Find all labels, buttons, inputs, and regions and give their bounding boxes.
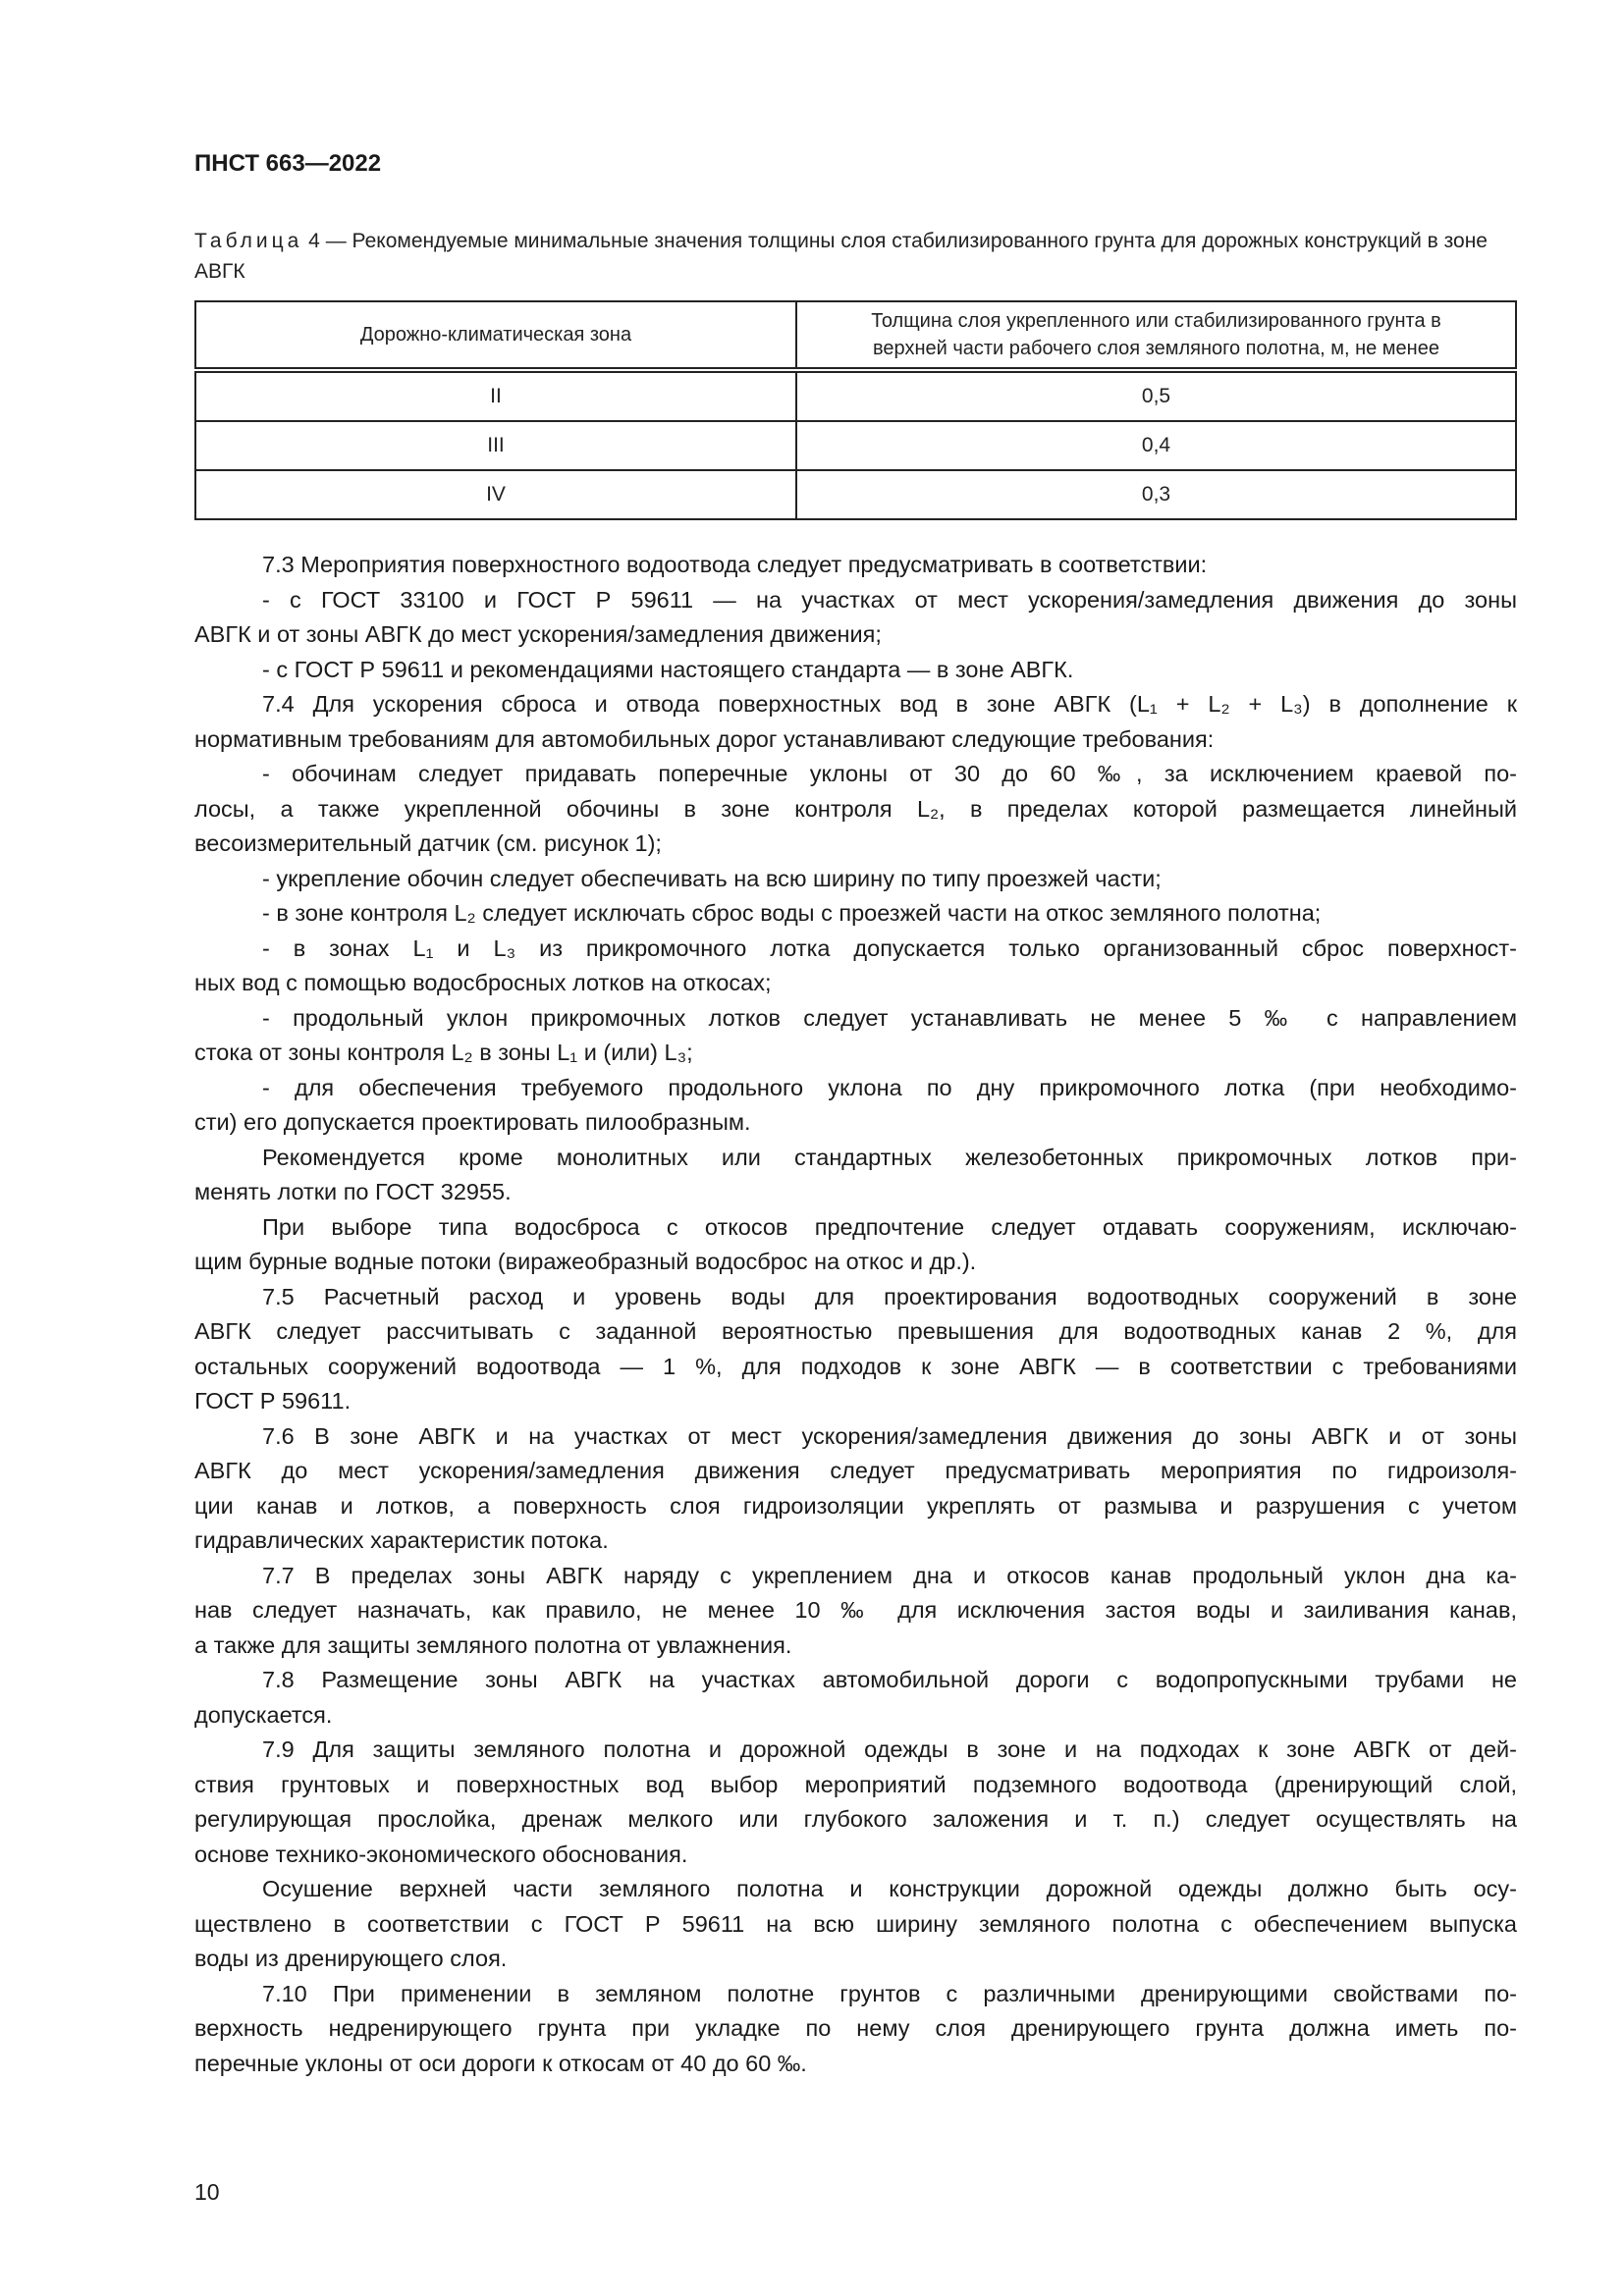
- table-header-thickness: Толщина слоя укрепленного или стабилизированного грунта в верхней части рабочего слоя земляного полотна, м, не менее: [796, 301, 1516, 370]
- paragraph: [194, 1419, 1517, 1559]
- paragraph-line: нав следует назначать, как правило, не менее 10 ‰ для исключения застоя воды и заиливания канав,: [194, 1597, 1517, 1623]
- paragraph: [194, 862, 1517, 897]
- paragraph: [194, 1663, 1517, 1733]
- paragraph-line: ществлено в соответствии с ГОСТ Р 59611 на всю ширину земляного полотна с обеспечением выпуска: [194, 1910, 1517, 1937]
- paragraph-line: 7.7 В пределах зоны АВГК наряду с укреплением дна и откосов канав продольный уклон дна ка-: [262, 1562, 1517, 1588]
- table-cell-thickness: 0,4: [796, 421, 1516, 470]
- page-number: 10: [194, 2179, 220, 2205]
- paragraph-line: щим бурные водные потоки (виражеобразный водосброс на откос и др.).: [194, 1249, 977, 1274]
- table-cell-thickness: 0,5: [796, 370, 1516, 421]
- paragraph-line: нормативным требованиям для автомобильных дорог устанавливают следующие требования:: [194, 725, 1215, 752]
- paragraph: [194, 1872, 1517, 1977]
- paragraph-line: весоизмерительный датчик (см. рисунок 1);: [194, 830, 662, 856]
- paragraph-line: АВГК до мест ускорения/замедления движения следует предусматривать мероприятия по гидроизоля-: [194, 1458, 1517, 1483]
- paragraph-line: сти) его допускается проектировать пилообразным.: [194, 1109, 751, 1135]
- paragraph-line: - в зоне контроля L₂ следует исключать сброс воды с проезжей части на откос земляного полотна;: [262, 900, 1322, 926]
- paragraph: [194, 1559, 1517, 1664]
- table-cell-thickness: 0,3: [796, 470, 1516, 519]
- paragraph-line: - обочинам следует придавать поперечные уклоны от 30 до 60 ‰, за исключением краевой по-: [262, 761, 1517, 786]
- table-cell-zone: III: [195, 421, 796, 470]
- table-caption-text: 4 — Рекомендуемые минимальные значения толщины слоя стабилизированного грунта для дорожных конструкций в зоне АВГК: [194, 230, 1488, 283]
- paragraph-line: воды из дренирующего слоя.: [194, 1946, 508, 1971]
- table-caption: [194, 226, 1517, 287]
- paragraph-line: лосы, а также укрепленной обочины в зоне контроля L₂, в пределах которой размещается линейный: [194, 795, 1517, 822]
- paragraph-line: ГОСТ Р 59611.: [194, 1388, 352, 1414]
- paragraph-line: При выборе типа водосброса с откосов предпочтение следует отдавать сооружениям, исключаю-: [262, 1213, 1517, 1240]
- table-row: [195, 370, 1516, 421]
- paragraph: [194, 653, 1517, 688]
- paragraph: [194, 1210, 1517, 1280]
- paragraph-line: - укрепление обочин следует обеспечивать на всю ширину по типу проезжей части;: [262, 865, 1162, 891]
- paragraph: [194, 1001, 1517, 1071]
- paragraph: [194, 1141, 1517, 1210]
- paragraph-line: ции канав и лотков, а поверхность слоя гидроизоляции укреплять от размыва и разрушения с учетом: [194, 1492, 1517, 1519]
- body-text: [194, 548, 1517, 2081]
- paragraph-line: а также для защиты земляного полотна от увлажнения.: [194, 1631, 792, 1658]
- paragraph-line: 7.3 Мероприятия поверхностного водоотвода следует предусматривать в соответствии:: [262, 552, 1208, 577]
- paragraph-line: - с ГОСТ Р 59611 и рекомендациями настоящего стандарта — в зоне АВГК.: [262, 656, 1074, 682]
- paragraph-line: 7.9 Для защиты земляного полотна и дорожной одежды в зоне и на подходах к зоне АВГК от дей-: [262, 1736, 1517, 1762]
- paragraph-line: ных вод с помощью водосбросных лотков на откосах;: [194, 970, 772, 995]
- table-caption-label: Таблица: [194, 230, 303, 252]
- paragraph-line: 7.10 При применении в земляном полотне грунтов с различными дренирующими свойствами по-: [262, 1980, 1517, 2006]
- paragraph-line: - в зонах L₁ и L₃ из прикромочного лотка допускается только организованный сброс поверхност-: [262, 934, 1517, 961]
- paragraph: [194, 757, 1517, 862]
- paragraph-line: ствия грунтовых и поверхностных вод выбор мероприятий подземного водоотвода (дренирующий слой,: [194, 1771, 1517, 1797]
- paragraph: [194, 1280, 1517, 1419]
- paragraph: [194, 548, 1517, 583]
- paragraph: [194, 896, 1517, 932]
- paragraph-line: - с ГОСТ 33100 и ГОСТ Р 59611 — на участках от мест ускорения/замедления движения до зоны: [262, 586, 1517, 613]
- table-cell-zone: II: [195, 370, 796, 421]
- paragraph: [194, 1071, 1517, 1141]
- paragraph-line: остальных сооружений водоотвода — 1 %, для подходов к зоне АВГК — в соответствии с требованиями: [194, 1353, 1517, 1379]
- paragraph: [194, 1977, 1517, 2082]
- paragraph: [194, 687, 1517, 757]
- paragraph: [194, 583, 1517, 653]
- paragraph-line: перечные уклоны от оси дороги к откосам от 40 до 60 ‰.: [194, 2050, 807, 2076]
- paragraph-line: АВГК и от зоны АВГК до мест ускорения/замедления движения;: [194, 621, 882, 647]
- paragraph-line: гидравлических характеристик потока.: [194, 1527, 609, 1553]
- paragraph-line: допускается.: [194, 1701, 333, 1728]
- table-header-zone: Дорожно-климатическая зона: [195, 301, 796, 370]
- table-header-row: [195, 301, 1516, 370]
- paragraph-line: менять лотки по ГОСТ 32955.: [194, 1179, 512, 1204]
- paragraph-line: регулирующая прослойка, дренаж мелкого или глубокого заложения и т. п.) следует осуществлять на: [194, 1806, 1517, 1832]
- thickness-table: [194, 300, 1517, 520]
- paragraph-line: стока от зоны контроля L₂ в зоны L₁ и (или) L₃;: [194, 1040, 693, 1065]
- table-cell-zone: IV: [195, 470, 796, 519]
- table-row: [195, 470, 1516, 519]
- paragraph-line: АВГК следует рассчитывать с заданной вероятностью превышения для водоотводных канав 2 %, для: [194, 1318, 1517, 1344]
- paragraph-line: Рекомендуется кроме монолитных или стандартных железобетонных прикромочных лотков при-: [262, 1144, 1517, 1170]
- paragraph: [194, 1733, 1517, 1872]
- paragraph: [194, 932, 1517, 1001]
- paragraph-line: 7.8 Размещение зоны АВГК на участках автомобильной дороги с водопропускными трубами не: [262, 1667, 1517, 1692]
- paragraph-line: 7.5 Расчетный расход и уровень воды для проектирования водоотводных сооружений в зоне: [262, 1283, 1517, 1309]
- document-code: ПНСТ 663—2022: [194, 150, 382, 177]
- table-row: [195, 421, 1516, 470]
- paragraph-line: Осушение верхней части земляного полотна и конструкции дорожной одежды должно быть осу-: [262, 1876, 1517, 1901]
- paragraph-line: - для обеспечения требуемого продольного уклона по дну прикромочного лотка (при необходимо-: [262, 1074, 1517, 1100]
- paragraph-line: верхность недренирующего грунта при укладке по нему слоя дренирующего грунта должна иметь по-: [194, 2015, 1517, 2041]
- paragraph-line: - продольный уклон прикромочных лотков следует устанавливать не менее 5 ‰ с направлением: [262, 1004, 1517, 1031]
- paragraph-line: основе технико-экономического обоснования.: [194, 1841, 688, 1867]
- paragraph-line: 7.6 В зоне АВГК и на участках от мест ускорения/замедления движения до зоны АВГК и от зоны: [262, 1422, 1517, 1449]
- paragraph-line: 7.4 Для ускорения сброса и отвода поверхностных вод в зоне АВГК (L₁ + L₂ + L₃) в дополнение к: [262, 691, 1517, 717]
